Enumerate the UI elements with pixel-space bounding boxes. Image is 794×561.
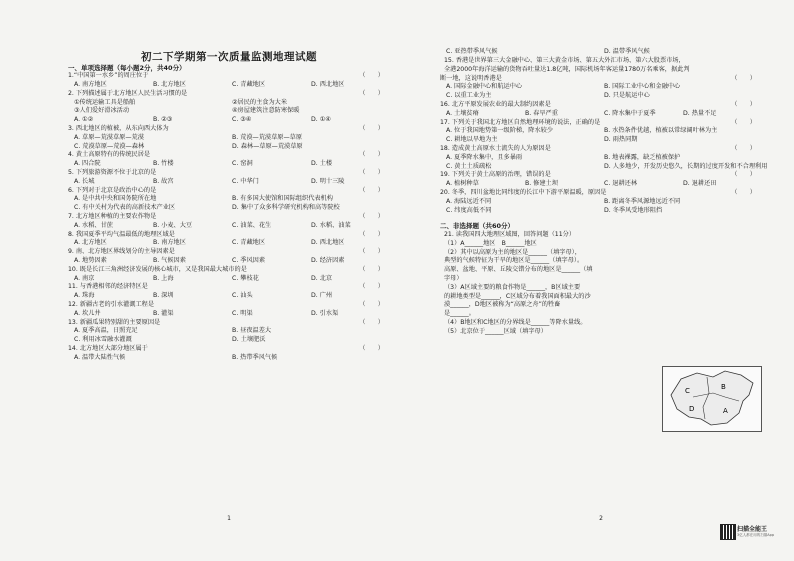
question-stem — [68, 248, 390, 257]
option: B. 故宫 — [153, 177, 174, 185]
text-line: （1）A______地区 B______地区 — [444, 239, 537, 247]
answer-blank: （ ） — [359, 72, 384, 80]
option: A. 海陆远近不同 — [446, 197, 492, 205]
question-stem — [68, 283, 390, 292]
option: A. 南京 — [74, 274, 95, 282]
option: D. 森林—草原—荒漠草原 — [232, 142, 303, 150]
option-row — [68, 195, 390, 204]
question-stem — [440, 171, 762, 180]
question-text: 断一地，这说明香港是 — [440, 74, 502, 82]
option: B. 深圳 — [153, 292, 174, 300]
option: A. 国际金融中心和航运中心 — [446, 83, 523, 91]
question-stem — [68, 345, 390, 354]
option-row — [68, 116, 390, 125]
question-text: 3. 西北地区的植被，从东向西大体为 — [68, 125, 169, 133]
option-row — [440, 162, 768, 171]
question-text: 20. 冬季，四川盆地比同纬度的长江中下游平原温暖，原因是 — [440, 189, 607, 197]
exam-title: 初二下学期第一次质量监测地理试题 — [141, 51, 317, 63]
answer-blank: （ ） — [731, 189, 756, 197]
answer-blank: （ ） — [359, 125, 384, 133]
option: D. 集中了众多科学研究机构和高等院校 — [232, 204, 340, 212]
option-row — [440, 180, 762, 189]
text-line: （5）北京位于______区域（填字母） — [444, 327, 547, 335]
option: A. 珠海 — [74, 292, 95, 300]
option: A. 是中共中央和国务院所在地 — [74, 195, 157, 203]
option: B. 水热条件优越，植被以常绿阔叶林为主 — [604, 127, 718, 135]
question-text: 5. 下列旅游资源不位于北京的是 — [68, 169, 157, 177]
text-line: 字母） — [444, 274, 463, 282]
option-row — [440, 198, 762, 207]
option-row — [68, 204, 390, 213]
question-text: 18. 造成黄土高原水土流失的人为原因是 — [440, 145, 551, 153]
china-outline — [671, 371, 753, 425]
question-stem — [68, 186, 390, 195]
option: B. 荒漠—荒漠草原—草原 — [232, 133, 303, 141]
answer-blank: （ ） — [359, 318, 384, 326]
option-row — [440, 127, 762, 136]
answer-blank: （ ） — [359, 265, 384, 273]
question-stem — [440, 74, 762, 83]
answer-blank: （ ） — [731, 145, 756, 153]
option: D. 退耕还田 — [683, 180, 717, 188]
china-regions-map — [662, 366, 762, 432]
option: A. 夏季高温，日照充足 — [74, 327, 138, 335]
option: C. 青藏地区 — [232, 239, 266, 247]
option: A. 南方地区 — [74, 81, 107, 89]
option: C. 退耕还林 — [604, 180, 638, 188]
option-row — [68, 81, 390, 90]
option-row — [68, 134, 390, 143]
qr-code-icon — [720, 524, 736, 540]
option: C. 窑洞 — [232, 160, 253, 168]
spacer — [440, 215, 762, 221]
option: C. 降水集中于夏季 — [604, 109, 656, 117]
map-label-d: D — [689, 405, 695, 413]
option: D. 引水渠 — [311, 309, 339, 317]
question-text: 8. 我国夏季平均气温最低的地理区域是 — [68, 230, 175, 238]
option: A. ①② — [74, 116, 94, 124]
option: A. 温带大陆性气候 — [74, 353, 126, 361]
answer-blank: （ ） — [359, 213, 384, 221]
option: B. 修建土坝 — [525, 180, 558, 188]
text-line: （2）其中以高原为主的地区是______（填字母）， — [444, 248, 581, 256]
option: B. 距离冬季风源地远近不同 — [604, 197, 681, 205]
option: ④房屋建筑注意防寒保暖 — [232, 107, 300, 115]
option: D. 土楼 — [311, 160, 333, 168]
option-row — [68, 98, 390, 107]
option-row — [68, 274, 390, 283]
text-line: 21. 读我国四大地理区域图，回答问题（11分） — [444, 230, 576, 238]
option-row — [68, 327, 390, 336]
question-text: 11. 与香港相邻的经济特区是 — [68, 283, 148, 291]
option: B. 灌渠 — [153, 309, 174, 317]
option-row — [440, 136, 762, 145]
option: C. ③④ — [232, 116, 252, 124]
option: D. 只是航运中心 — [604, 92, 650, 100]
text-line: 是______。 — [444, 310, 475, 318]
option: C. 汕头 — [232, 292, 253, 300]
option: D. 广州 — [311, 292, 333, 300]
question-text: 7. 北方地区种植的主要农作物是 — [68, 213, 157, 221]
page-1 — [68, 48, 390, 522]
option: A. 长城 — [74, 177, 95, 185]
text-line: 15. 香港是世界第三大金融中心、第三大黄金市场、第五大外汇市场、第六大股票市场， — [444, 57, 685, 65]
answer-blank: （ ） — [359, 345, 384, 352]
question-text: 14. 北方地区大部分地区属于 — [68, 345, 148, 352]
answer-blank: （ ） — [359, 283, 384, 291]
option: D. 温带季风气候 — [604, 48, 650, 56]
option: A. 土壤贫瘠 — [446, 109, 479, 117]
question-text: 17. 下列关于我国北方地区自然地理环境的说法，正确的是 — [440, 118, 601, 126]
option: D. 热量不足 — [683, 109, 717, 117]
map-label-a: A — [723, 407, 728, 415]
option-row — [68, 354, 390, 363]
option: ③人们爱好滑冰活动 — [74, 107, 130, 115]
option: C. 荒漠草原—荒漠—森林 — [74, 142, 145, 150]
option: D. 北京 — [311, 274, 333, 282]
answer-blank: （ ） — [359, 186, 384, 194]
option-row — [68, 222, 390, 231]
scanner-name: 扫描全能王 — [737, 526, 768, 533]
option: D. 冬季风受地形阻挡 — [604, 206, 663, 214]
option: A. 夏季降水集中，且多暴雨 — [446, 153, 523, 161]
option: C. 耕地以旱地为主 — [446, 136, 498, 144]
scanner-watermark — [737, 524, 774, 538]
map-label-c: C — [685, 387, 690, 395]
text-line: 全港2000年海洋运输的货物吞吐量达1.8亿吨，国际机场年客运量1780万名乘客，据此判 — [444, 65, 690, 73]
option: B. 热带季风气候 — [232, 353, 278, 361]
text-line: 高原、盆地、平原、丘陵交错分布的地区是______（填 — [444, 266, 593, 274]
option-row — [440, 48, 762, 57]
option-row — [440, 110, 762, 119]
map-label-b: B — [721, 383, 726, 391]
option: B. 春旱严重 — [525, 109, 558, 117]
question-text: 1.“中国第一水乡”的周庄位于 — [68, 72, 149, 80]
answer-blank: （ ） — [731, 101, 756, 109]
text-line: 典型的气候特征为干旱的地区是______（填字母）。 — [444, 257, 584, 265]
question-text: 19. 下列关于黄土高原的治理，错误的是 — [440, 171, 551, 179]
question-stem — [440, 189, 762, 198]
option: C. 青藏地区 — [232, 81, 266, 89]
question-stem — [68, 72, 390, 81]
option: D. 经济因素 — [311, 257, 345, 265]
answer-blank: （ ） — [359, 230, 384, 238]
option-row — [68, 292, 390, 301]
option: B. ②③ — [153, 116, 173, 124]
left-questions — [68, 72, 390, 362]
section-2-heading: 二、非选择题（共60分） — [440, 222, 515, 231]
question-stem — [68, 151, 390, 160]
question-stem — [68, 230, 390, 239]
page-2 — [440, 48, 768, 522]
page-number: 2 — [599, 515, 603, 522]
option: C. 有中关村为代表的高新技术产业区 — [74, 204, 176, 212]
option: B. 南方地区 — [153, 239, 186, 247]
question-text: 9. 南、北方地区界线划分的主导因素是 — [68, 248, 175, 256]
answer-blank: （ ） — [359, 169, 384, 177]
option: A. 水稻、甘蔗 — [74, 221, 113, 229]
option: C. 油菜、花生 — [232, 221, 272, 229]
option: B. 北方地区 — [153, 81, 186, 89]
text-line: （3）A区域主要的粮食作物是______，B区域主要 — [444, 283, 581, 291]
question-stem — [68, 318, 390, 327]
scanner-subtitle: 3亿人都在用的扫描App — [737, 533, 775, 537]
option: A. 北方地区 — [74, 239, 107, 247]
page-number: 1 — [227, 515, 231, 522]
question-stem — [440, 145, 762, 154]
option: B. 小麦、大豆 — [153, 221, 193, 229]
answer-blank: （ ） — [359, 89, 384, 97]
question-stem — [440, 118, 762, 127]
answer-blank: （ ） — [359, 301, 384, 309]
option-row — [440, 206, 762, 215]
option: C. 黄土土质疏松 — [446, 162, 492, 170]
question-stem — [440, 101, 762, 110]
option: A. 地势因素 — [74, 257, 107, 265]
option: C. 以重工业为主 — [446, 92, 492, 100]
question-text: 13. 新疆瓜果特别甜的主要原因是 — [68, 318, 161, 326]
question-text: 16. 北方平原发展农业的最大制约因素是 — [440, 101, 551, 109]
option-row — [68, 257, 390, 266]
option: ②居民的主食为大米 — [232, 98, 288, 106]
text-line: 的耕地类型是______，C区域分布着我国面积最大的沙 — [444, 292, 591, 300]
question-text: 4. 黄土高原特有的传统民居是 — [68, 151, 151, 159]
option: A. 草原—荒漠草原—荒漠 — [74, 133, 144, 141]
question-text: 10. 既是长江三角洲经济发展的核心城市，又是我国最大城市的是 — [68, 265, 247, 273]
question-stem — [68, 169, 390, 178]
question-text: 6. 下列对于北京是政治中心的是 — [68, 186, 157, 194]
section-1-heading: 一、单项选择题（每小题2分，共40分） — [68, 63, 186, 72]
option: B. 竹楼 — [153, 160, 174, 168]
option: C. 亚热带季风气候 — [446, 48, 498, 56]
option: D. 西北地区 — [311, 239, 345, 247]
option: B. 地表裸露，缺乏植被保护 — [604, 153, 681, 161]
option: C. 明渠 — [232, 309, 253, 317]
option: B. 有多国大使馆和国际组织代表机构 — [232, 195, 333, 203]
option: D. 雨热同期 — [604, 136, 638, 144]
question-stem — [68, 301, 390, 310]
question-text: 2. 下列描述属于北方地区人民生活习惯的是 — [68, 89, 188, 97]
right-questions — [440, 48, 768, 336]
option: A. 坎儿井 — [74, 309, 101, 317]
option: D. ①④ — [311, 116, 331, 124]
option: A. 位于我国地势第一级阶梯，降水较少 — [446, 127, 554, 135]
option-row — [68, 142, 390, 151]
question-stem — [68, 266, 390, 275]
option-row — [440, 92, 762, 101]
question-stem — [68, 213, 390, 222]
option-row — [68, 107, 390, 116]
option: C. 季风因素 — [232, 257, 266, 265]
option: C. 利用冰雪融水灌溉 — [74, 336, 132, 344]
text-line: 漠______，D地区被称为“高原之舟”的牲畜 — [444, 301, 561, 309]
option: D. 人多地少，开发历史悠久，长期的过度开发和不合理利用 — [604, 162, 768, 170]
option: B. 国际工业中心和金融中心 — [604, 83, 681, 91]
option-row — [68, 239, 390, 248]
option: B. 气候因素 — [153, 257, 186, 265]
option: D. 明十三陵 — [311, 177, 345, 185]
text-line: （4）B地区和C地区的分界线是______等降水量线。 — [444, 318, 587, 326]
option-row — [68, 178, 390, 187]
option: A. 植树种草 — [446, 180, 479, 188]
answer-blank: （ ） — [359, 151, 384, 159]
option: D. 西北地区 — [311, 81, 345, 89]
map-outline — [663, 367, 761, 431]
answer-blank: （ ） — [731, 74, 756, 82]
question-text: 12. 新疆古老的引水灌溉工程是 — [68, 301, 155, 309]
option: C. 攀枝花 — [232, 274, 259, 282]
answer-blank: （ ） — [731, 171, 756, 179]
option-row — [440, 154, 762, 163]
option: C. 纬度高低不同 — [446, 206, 492, 214]
option: B. 昼夜温差大 — [232, 327, 272, 335]
option: D. 水稻、油菜 — [311, 221, 351, 229]
option-row — [440, 83, 762, 92]
option: B. 上海 — [153, 274, 174, 282]
option: C. 中华门 — [232, 177, 259, 185]
question-stem — [68, 90, 390, 99]
question-stem — [68, 125, 390, 134]
option: D. 土壤肥沃 — [232, 336, 266, 344]
option-row — [68, 160, 390, 169]
answer-blank: （ ） — [731, 118, 756, 126]
option-row — [68, 336, 390, 345]
option: ①传统运输工具是船舶 — [74, 98, 136, 106]
option-row — [68, 310, 390, 319]
option: A. 四合院 — [74, 160, 101, 168]
answer-blank: （ ） — [359, 248, 384, 256]
